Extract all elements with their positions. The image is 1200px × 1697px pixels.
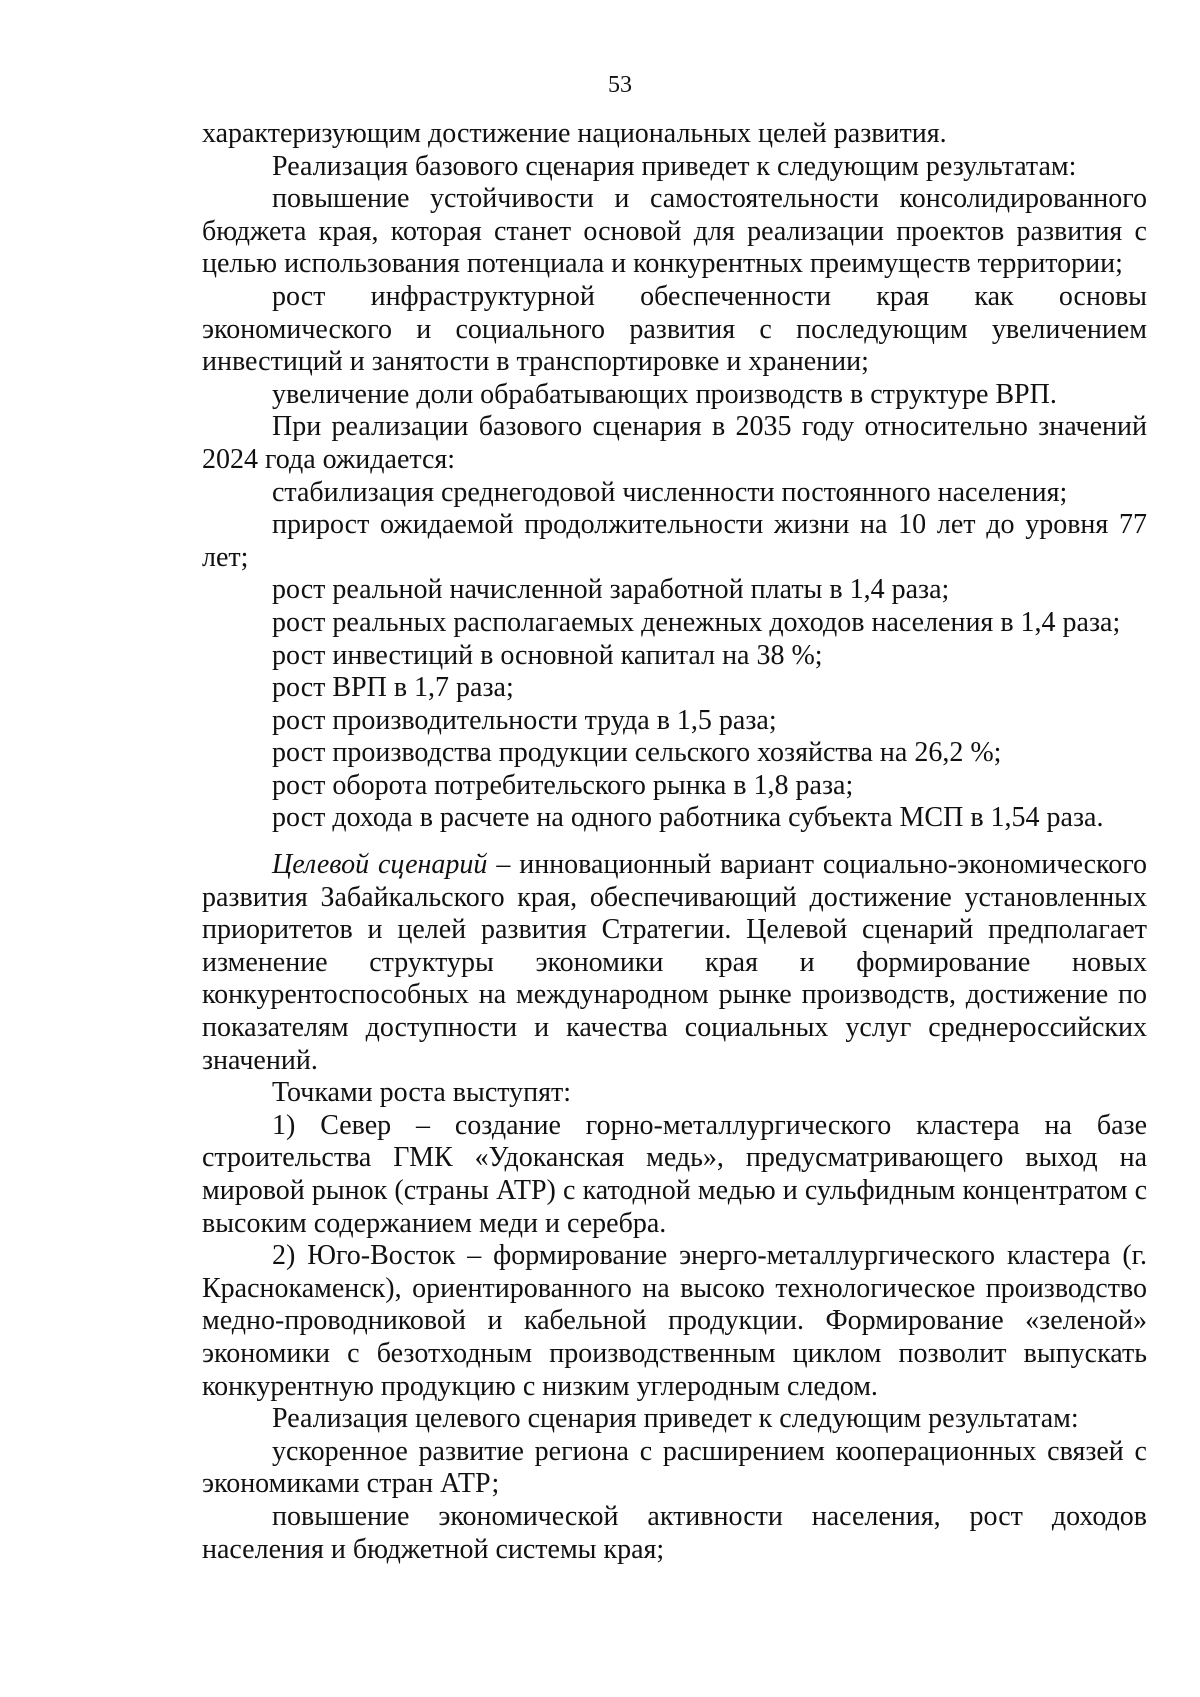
paragraph: повышение экономической активности населения, рост доходов населения и бюджетной системы края; [202,1500,1147,1565]
paragraph: стабилизация среднегодовой численности постоянного населения; [272,476,1068,508]
page-number: 53 [608,72,632,98]
target-scenario-term: Целевой сценарий [272,849,488,881]
document-body [202,118,1147,1566]
target-scenario-paragraph [202,849,1147,1077]
list-item: рост реальной начисленной заработной платы в 1,4 раза; [272,574,950,606]
paragraph: Реализация базового сценария приведет к следующим результатам: [272,150,1077,182]
paragraph: Реализация целевого сценария приведет к следующим результатам: [272,1403,1079,1435]
list-item: рост ВРП в 1,7 раза; [272,672,514,704]
list-item: рост реальных располагаемых денежных доходов населения в 1,4 раза; [272,606,1121,638]
list-item: рост производительности труда в 1,5 раза; [272,704,777,736]
paragraph: рост инфраструктурной обеспеченности края как основы экономического и социального развития с последующим увеличением инвестиций и занятости в транспортировке и хранении; [202,280,1147,378]
paragraph: увеличение доли обрабатывающих производств в структуре ВРП. [272,378,1057,410]
paragraph: ускоренное развитие региона с расширением кооперационных связей с экономиками стран АТР; [202,1435,1147,1500]
list-item: рост инвестиций в основной капитал на 38 %; [272,639,823,671]
paragraph: прирост ожидаемой продолжительности жизни на 10 лет до уровня 77 лет; [202,509,1147,573]
paragraph: При реализации базового сценария в 2035 году относительно значений 2024 года ожидается: [202,411,1147,475]
paragraph: повышение устойчивости и самостоятельности консолидированного бюджета края, которая станет основой для реализации проектов развития с целью использования потенциала и конкурентных преимуществ территории; [202,183,1147,280]
paragraph: характеризующим достижение национальных целей развития. [202,118,947,149]
list-item: рост производства продукции сельского хозяйства на 26,2 %; [272,737,1002,769]
list-item: рост оборота потребительского рынка в 1,8 раза; [272,769,854,801]
paragraph: Точками роста выступят: [272,1077,572,1109]
list-item: рост дохода в расчете на одного работника субъекта МСП в 1,54 раза. [272,802,1104,834]
paragraph: 1) Север – создание горно-металлургического кластера на базе строительства ГМК «Удоканская медь», предусматривающего выход на мировой рынок (страны АТР) с катодной медью и сульфидным концентратом с высоким содержанием меди и серебра. [202,1109,1147,1239]
paragraph: 2) Юго-Восток – формирование энерго-металлургического кластера (г. Краснокаменск), ориентированного на высоко технологическое производство медно-проводниковой и кабельной продукции. Формирование «зеленой» экономики с безотходным производственным циклом позволит выпускать конкурентную продукцию с низким углеродным следом. [202,1240,1147,1402]
target-scenario-text: – инновационный вариант социально-экономического развития Забайкальского края, обеспечивающий достижение установленных приоритетов и целей развития Стратегии. Целевой сценарий предполагает изменение структуры экономики края и формирование новых конкурентоспособных на международном рынке производств, достижение по показателям доступности и качества социальных услуг среднероссийских значений. [202,849,1147,1076]
